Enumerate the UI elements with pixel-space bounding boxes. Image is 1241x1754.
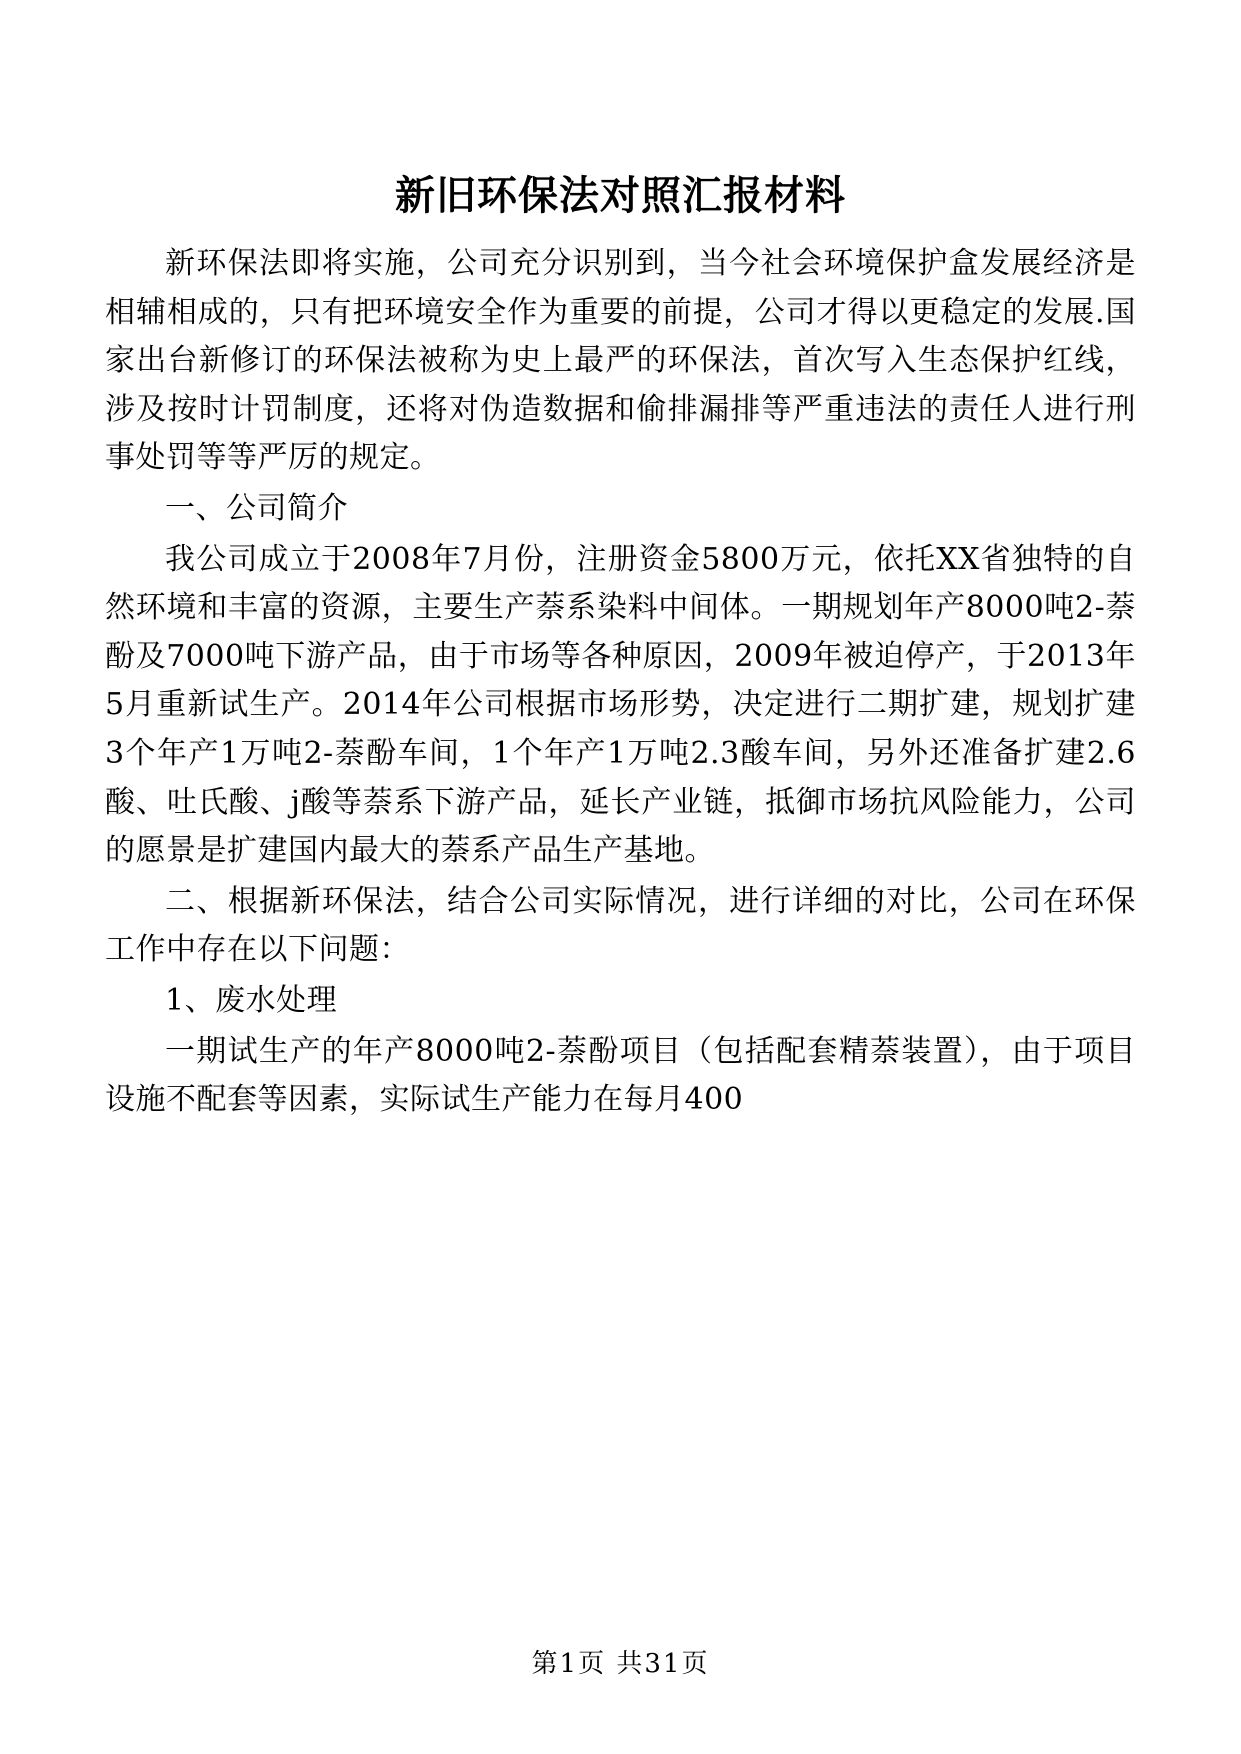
heading-item-one: 1、废水处理 <box>165 982 338 1018</box>
heading-section-one: 一、公司简介 <box>165 490 348 526</box>
heading-section-two: 二、根据新环保法，结合公司实际情况，进行详细的对比，公司在环保工作中存在以下问题： <box>105 883 1136 968</box>
page-footer: 第1页 共31页 <box>531 1649 710 1679</box>
paragraph-company-profile: 我公司成立于2008年7月份，注册资金5800万元，依托XX省独特的自然环境和丰富的资源，主要生产萘系染料中间体。一期规划年产8000吨2-萘酚及7000吨下游产品，由于市场等各种原因，2009年被迫停产，于2013年5月重新试生产。2014年公司根据市场形势，决定进行二期扩建，规划扩建3个年产1万吨2-萘酚车间，1个年产1万吨2.3酸车间，另外还准备扩建2.6酸、吐氏酸、j酸等萘系下游产品，延长产业链，抵御市场抗风险能力，公司的愿景是扩建国内最大的萘系产品生产基地。 <box>105 541 1136 869</box>
paragraph-wastewater: 一期试生产的年产8000吨2-萘酚项目（包括配套精萘装置），由于项目设施不配套等因素，实际试生产能力在每月400 <box>105 1033 1136 1118</box>
page-title: 新旧环保法对照汇报材料 <box>395 173 846 219</box>
paragraph-intro: 新环保法即将实施，公司充分识别到，当今社会环境保护盒发展经济是相辅相成的，只有把环境安全作为重要的前提，公司才得以更稳定的发展.国家出台新修订的环保法被称为史上最严的环保法，首次写入生态保护红线，涉及按时计罚制度，还将对伪造数据和偷排漏排等严重违法的责任人进行刑事处罚等等严厉的规定。 <box>105 246 1136 476</box>
